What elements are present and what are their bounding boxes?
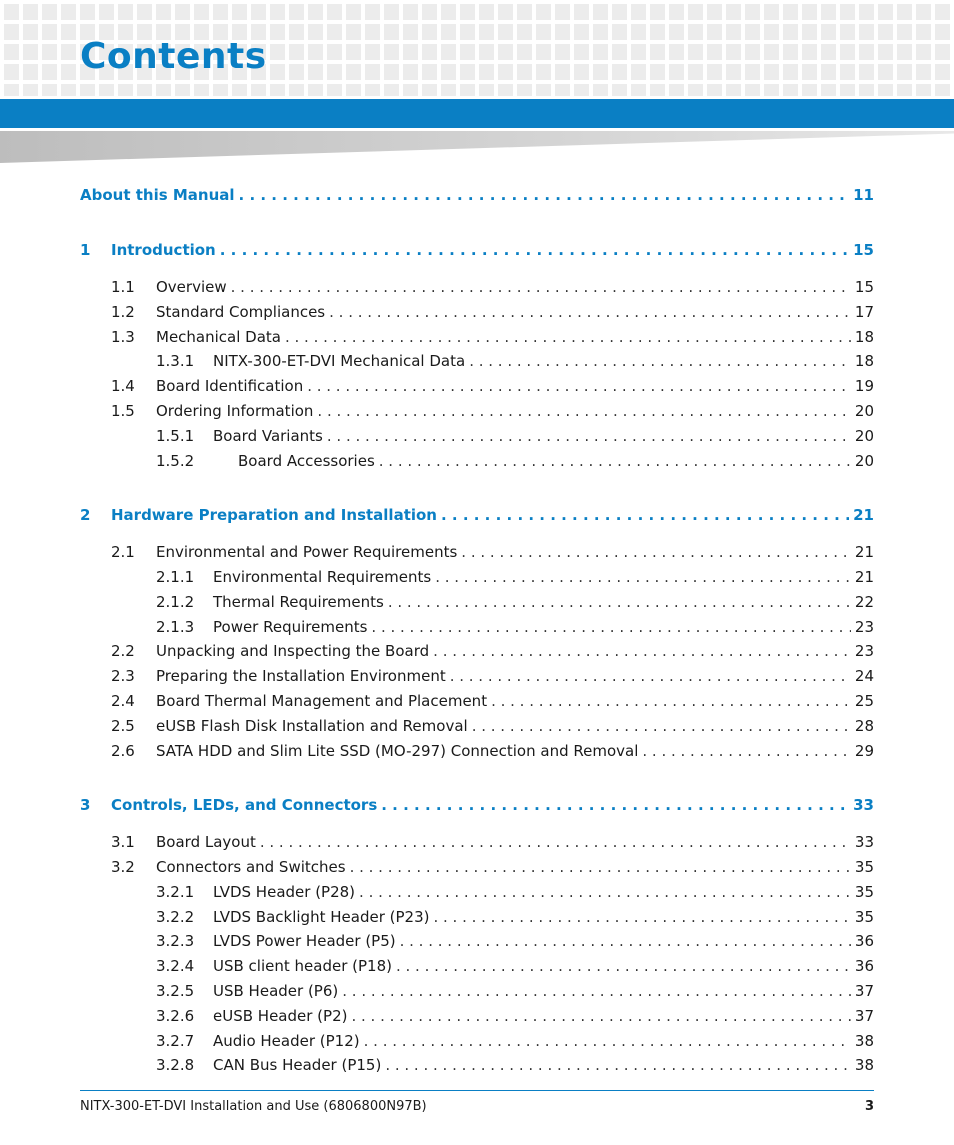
toc-title: About this Manual bbox=[80, 186, 235, 205]
toc-page: 21 bbox=[854, 567, 874, 586]
toc-number: 3.2.4 bbox=[156, 957, 195, 976]
toc-title: eUSB Flash Disk Installation and Removal bbox=[156, 716, 468, 735]
toc-chapter-1[interactable] bbox=[80, 238, 874, 263]
toc-title: LVDS Power Header (P5) bbox=[213, 932, 396, 951]
toc-entry[interactable] bbox=[80, 1028, 874, 1053]
toc-leader bbox=[433, 642, 851, 660]
toc-leader bbox=[461, 543, 851, 561]
toc-title: Board Layout bbox=[156, 833, 256, 852]
toc-title: Thermal Requirements bbox=[213, 592, 384, 611]
footer-rule bbox=[80, 1090, 874, 1091]
toc-page: 24 bbox=[854, 667, 874, 686]
toc-title: eUSB Header (P2) bbox=[213, 1006, 348, 1025]
toc-number: 2 bbox=[80, 506, 91, 525]
toc-entry[interactable] bbox=[80, 904, 874, 929]
toc-leader bbox=[396, 957, 851, 975]
toc-page: 38 bbox=[854, 1031, 874, 1050]
toc-leader bbox=[285, 328, 851, 346]
toc-entry[interactable] bbox=[80, 713, 874, 738]
toc-title: Introduction bbox=[111, 241, 216, 260]
toc-entry[interactable] bbox=[80, 1053, 874, 1078]
toc-page: 17 bbox=[854, 302, 874, 321]
toc-entry[interactable] bbox=[80, 540, 874, 565]
toc-page: 37 bbox=[854, 981, 874, 1000]
toc-title: Preparing the Installation Environment bbox=[156, 667, 446, 686]
toc-title: Ordering Information bbox=[156, 401, 314, 420]
toc-page: 23 bbox=[854, 617, 874, 636]
toc-page: 21 bbox=[854, 543, 874, 562]
toc-leader bbox=[491, 692, 851, 710]
toc-number: 3.2.1 bbox=[156, 882, 195, 901]
toc-title: NITX-300-ET-DVI Mechanical Data bbox=[213, 352, 466, 371]
toc-number: 1.3.1 bbox=[156, 352, 195, 371]
table-of-contents bbox=[80, 183, 874, 1078]
toc-title: CAN Bus Header (P15) bbox=[213, 1056, 382, 1075]
toc-entry[interactable] bbox=[80, 855, 874, 880]
toc-title: USB Header (P6) bbox=[213, 981, 339, 1000]
toc-leader bbox=[364, 1032, 851, 1050]
toc-title: Environmental Requirements bbox=[213, 567, 432, 586]
toc-page: 35 bbox=[854, 907, 874, 926]
toc-title: Connectors and Switches bbox=[156, 857, 346, 876]
toc-number: 1.5.2 bbox=[156, 451, 195, 470]
toc-page: 38 bbox=[854, 1056, 874, 1075]
toc-title: LVDS Header (P28) bbox=[213, 882, 356, 901]
toc-entry[interactable] bbox=[80, 879, 874, 904]
toc-leader bbox=[342, 982, 851, 1000]
toc-title: Board Variants bbox=[213, 426, 323, 445]
toc-entry[interactable] bbox=[80, 589, 874, 614]
toc-title: Hardware Preparation and Installation bbox=[111, 506, 437, 525]
toc-leader bbox=[441, 506, 849, 524]
toc-entry[interactable] bbox=[80, 324, 874, 349]
toc-number: 3.1 bbox=[111, 833, 135, 852]
toc-leader bbox=[433, 908, 850, 926]
toc-entry[interactable] bbox=[80, 374, 874, 399]
toc-number: 1.5.1 bbox=[156, 426, 195, 445]
toc-chapter-2[interactable] bbox=[80, 503, 874, 528]
toc-number: 2.4 bbox=[111, 691, 135, 710]
page-title: Contents bbox=[80, 36, 267, 77]
toc-entry[interactable] bbox=[80, 275, 874, 300]
toc-page: 15 bbox=[853, 241, 874, 260]
toc-leader bbox=[379, 452, 851, 470]
toc-number: 2.6 bbox=[111, 741, 135, 760]
toc-leader bbox=[351, 1007, 850, 1025]
toc-page: 15 bbox=[854, 277, 874, 296]
toc-entry[interactable] bbox=[80, 979, 874, 1004]
toc-page: 20 bbox=[854, 426, 874, 445]
toc-leader bbox=[350, 858, 851, 876]
toc-title: Board Accessories bbox=[238, 451, 375, 470]
toc-number: 1.3 bbox=[111, 327, 135, 346]
toc-title: Audio Header (P12) bbox=[213, 1031, 360, 1050]
toc-leader bbox=[381, 796, 849, 814]
toc-entry[interactable] bbox=[80, 399, 874, 424]
toc-number: 3.2 bbox=[111, 857, 135, 876]
toc-number: 2.5 bbox=[111, 716, 135, 735]
toc-number: 1.4 bbox=[111, 377, 135, 396]
toc-number: 2.2 bbox=[111, 642, 135, 661]
toc-entry[interactable] bbox=[80, 1003, 874, 1028]
toc-entry[interactable] bbox=[80, 565, 874, 590]
toc-page: 20 bbox=[854, 451, 874, 470]
toc-number: 3.2.3 bbox=[156, 932, 195, 951]
toc-number: 3.2.7 bbox=[156, 1031, 195, 1050]
toc-leader bbox=[450, 667, 851, 685]
toc-page: 36 bbox=[854, 957, 874, 976]
toc-leader bbox=[469, 352, 851, 370]
toc-number: 2.1.2 bbox=[156, 592, 195, 611]
toc-leader bbox=[317, 402, 850, 420]
toc-entry[interactable] bbox=[80, 299, 874, 324]
toc-leader bbox=[260, 833, 851, 851]
toc-leader bbox=[385, 1056, 851, 1074]
toc-leader bbox=[472, 717, 851, 735]
toc-entry[interactable] bbox=[80, 929, 874, 954]
toc-entry[interactable] bbox=[80, 954, 874, 979]
toc-number: 1 bbox=[80, 241, 91, 260]
toc-leader bbox=[388, 593, 851, 611]
toc-leader bbox=[400, 932, 851, 950]
toc-page: 21 bbox=[853, 506, 874, 525]
header-blue-bar bbox=[0, 99, 954, 128]
toc-title: Overview bbox=[156, 277, 227, 296]
toc-leader bbox=[642, 742, 851, 760]
toc-leader bbox=[329, 303, 851, 321]
toc-page: 25 bbox=[854, 691, 874, 710]
toc-page: 19 bbox=[854, 377, 874, 396]
toc-page: 33 bbox=[854, 833, 874, 852]
toc-page: 23 bbox=[854, 642, 874, 661]
toc-page: 18 bbox=[854, 352, 874, 371]
toc-entry[interactable] bbox=[80, 664, 874, 689]
toc-number: 3.2.8 bbox=[156, 1056, 195, 1075]
toc-page: 11 bbox=[853, 186, 874, 205]
toc-entry-about[interactable] bbox=[80, 183, 874, 208]
toc-entry[interactable] bbox=[80, 349, 874, 374]
toc-leader bbox=[307, 377, 851, 395]
toc-leader bbox=[435, 568, 851, 586]
toc-entry[interactable] bbox=[80, 423, 874, 448]
toc-number: 1.2 bbox=[111, 302, 135, 321]
header-gray-swoosh bbox=[0, 131, 954, 163]
toc-leader bbox=[359, 883, 851, 901]
toc-title: Unpacking and Inspecting the Board bbox=[156, 642, 430, 661]
toc-title: Board Thermal Management and Placement bbox=[156, 691, 488, 710]
toc-number: 2.1 bbox=[111, 543, 135, 562]
toc-entry[interactable] bbox=[80, 830, 874, 855]
toc-page: 29 bbox=[854, 741, 874, 760]
toc-title: USB client header (P18) bbox=[213, 957, 392, 976]
toc-leader bbox=[220, 241, 849, 259]
toc-page: 28 bbox=[854, 716, 874, 735]
toc-page: 33 bbox=[853, 796, 874, 815]
toc-page: 18 bbox=[854, 327, 874, 346]
toc-page: 36 bbox=[854, 932, 874, 951]
toc-number: 2.1.1 bbox=[156, 567, 195, 586]
toc-number: 3.2.2 bbox=[156, 907, 195, 926]
toc-leader bbox=[371, 618, 851, 636]
toc-title: Controls, LEDs, and Connectors bbox=[111, 796, 378, 815]
toc-chapter-3[interactable] bbox=[80, 793, 874, 818]
toc-page: 35 bbox=[854, 882, 874, 901]
toc-page: 37 bbox=[854, 1006, 874, 1025]
toc-number: 3.2.5 bbox=[156, 981, 195, 1000]
toc-title: SATA HDD and Slim Lite SSD (MO-297) Connection and Removal bbox=[156, 741, 639, 760]
toc-number: 2.3 bbox=[111, 667, 135, 686]
toc-entry[interactable] bbox=[80, 614, 874, 639]
toc-entry[interactable] bbox=[80, 738, 874, 763]
toc-entry[interactable] bbox=[80, 639, 874, 664]
toc-number: 1.1 bbox=[111, 277, 135, 296]
toc-number: 3.2.6 bbox=[156, 1006, 195, 1025]
toc-title: LVDS Backlight Header (P23) bbox=[213, 907, 430, 926]
toc-page: 35 bbox=[854, 857, 874, 876]
toc-page: 20 bbox=[854, 401, 874, 420]
footer-page-number: 3 bbox=[864, 1099, 874, 1114]
toc-page: 22 bbox=[854, 592, 874, 611]
toc-entry[interactable] bbox=[80, 689, 874, 714]
toc-title: Mechanical Data bbox=[156, 327, 281, 346]
footer-document-title: NITX-300-ET-DVI Installation and Use (6806800N97B) bbox=[80, 1099, 427, 1114]
toc-title: Board Identification bbox=[156, 377, 304, 396]
toc-title: Power Requirements bbox=[213, 617, 368, 636]
toc-leader bbox=[239, 186, 850, 204]
toc-leader bbox=[327, 427, 851, 445]
toc-entry[interactable] bbox=[80, 448, 874, 473]
toc-number: 2.1.3 bbox=[156, 617, 195, 636]
toc-leader bbox=[231, 278, 851, 296]
toc-title: Environmental and Power Requirements bbox=[156, 543, 458, 562]
toc-number: 1.5 bbox=[111, 401, 135, 420]
toc-number: 3 bbox=[80, 796, 91, 815]
toc-title: Standard Compliances bbox=[156, 302, 326, 321]
